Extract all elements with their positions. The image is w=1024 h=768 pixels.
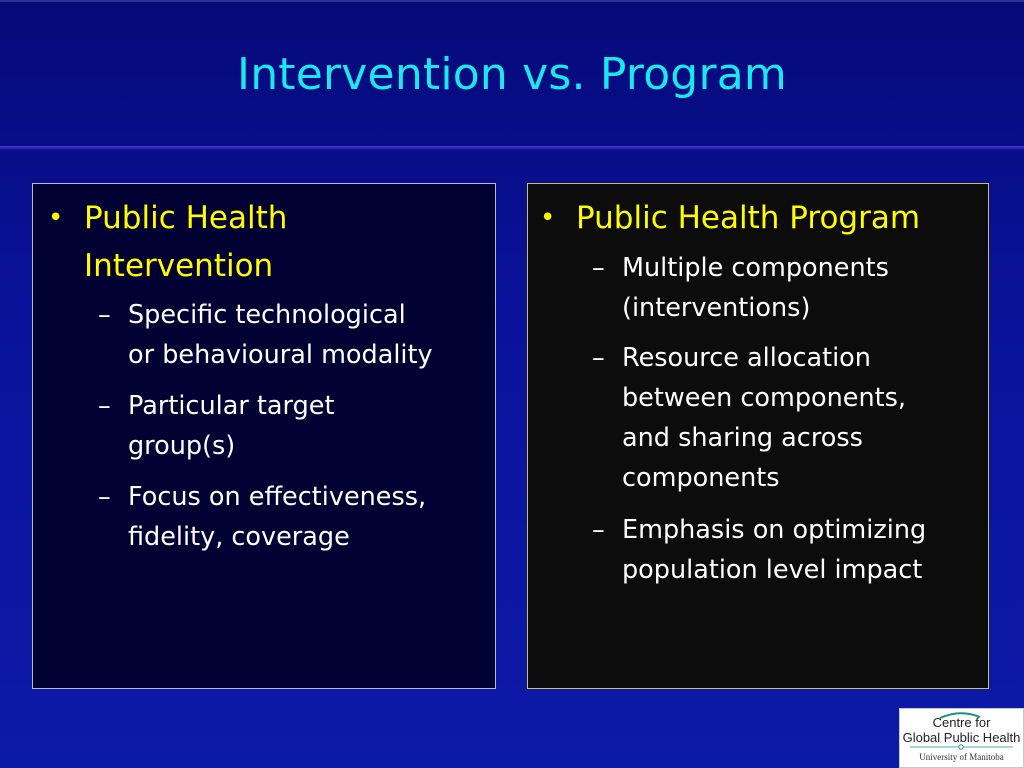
- dash-icon: –: [592, 515, 605, 545]
- intervention-item-modality-line1: Specific technological: [128, 300, 406, 330]
- program-item-emphasis-line1: Emphasis on optimizing: [622, 515, 927, 545]
- program-item-resources-line1: Resource allocation: [622, 343, 871, 373]
- program-heading: [540, 194, 980, 242]
- program-item-emphasis-line2: population level impact: [622, 555, 923, 585]
- logo-line3: University of Manitoba: [919, 752, 1004, 762]
- intervention-item-target-line2: group(s): [128, 431, 236, 461]
- logo-line1: Centre for: [932, 715, 991, 730]
- dash-icon: –: [98, 482, 111, 512]
- slide-title: Intervention vs. Program: [237, 49, 787, 100]
- dash-icon: –: [98, 391, 111, 421]
- intervention-item-modality: [98, 295, 488, 375]
- intervention-heading: [48, 194, 488, 290]
- dash-icon: –: [592, 253, 605, 283]
- program-item-components-line1: Multiple components: [622, 253, 889, 283]
- intervention-heading-line1: Public Health: [84, 200, 288, 236]
- intervention-item-focus-line2: fidelity, coverage: [128, 522, 350, 552]
- bullet-icon: •: [48, 203, 64, 233]
- program-item-components-line2: (interventions): [622, 293, 811, 323]
- program-item-resources: [592, 338, 982, 498]
- logo-line2: Global Public Health: [902, 730, 1021, 745]
- program-item-components: [592, 248, 982, 328]
- intervention-panel: [32, 183, 496, 689]
- intervention-item-target-line1: Particular target: [128, 391, 335, 421]
- intervention-item-modality-line2: or behavioural modality: [128, 340, 433, 370]
- dash-icon: –: [98, 300, 111, 330]
- program-item-resources-line4: components: [622, 463, 780, 493]
- bullet-icon: •: [540, 203, 556, 233]
- title-area: [0, 0, 1024, 152]
- program-item-resources-line3: and sharing across: [622, 423, 863, 453]
- cgph-logo: [899, 708, 1024, 768]
- intervention-item-focus-line1: Focus on effectiveness,: [128, 482, 427, 512]
- intervention-item-focus: [98, 477, 488, 557]
- intervention-heading-line2: Intervention: [84, 248, 274, 284]
- title-divider: [0, 146, 1024, 150]
- program-item-resources-line2: between components,: [622, 383, 907, 413]
- intervention-item-target: [98, 386, 488, 466]
- program-heading-text: Public Health Program: [576, 200, 921, 236]
- program-panel: [527, 183, 989, 689]
- dash-icon: –: [592, 343, 605, 373]
- program-item-emphasis: [592, 510, 982, 590]
